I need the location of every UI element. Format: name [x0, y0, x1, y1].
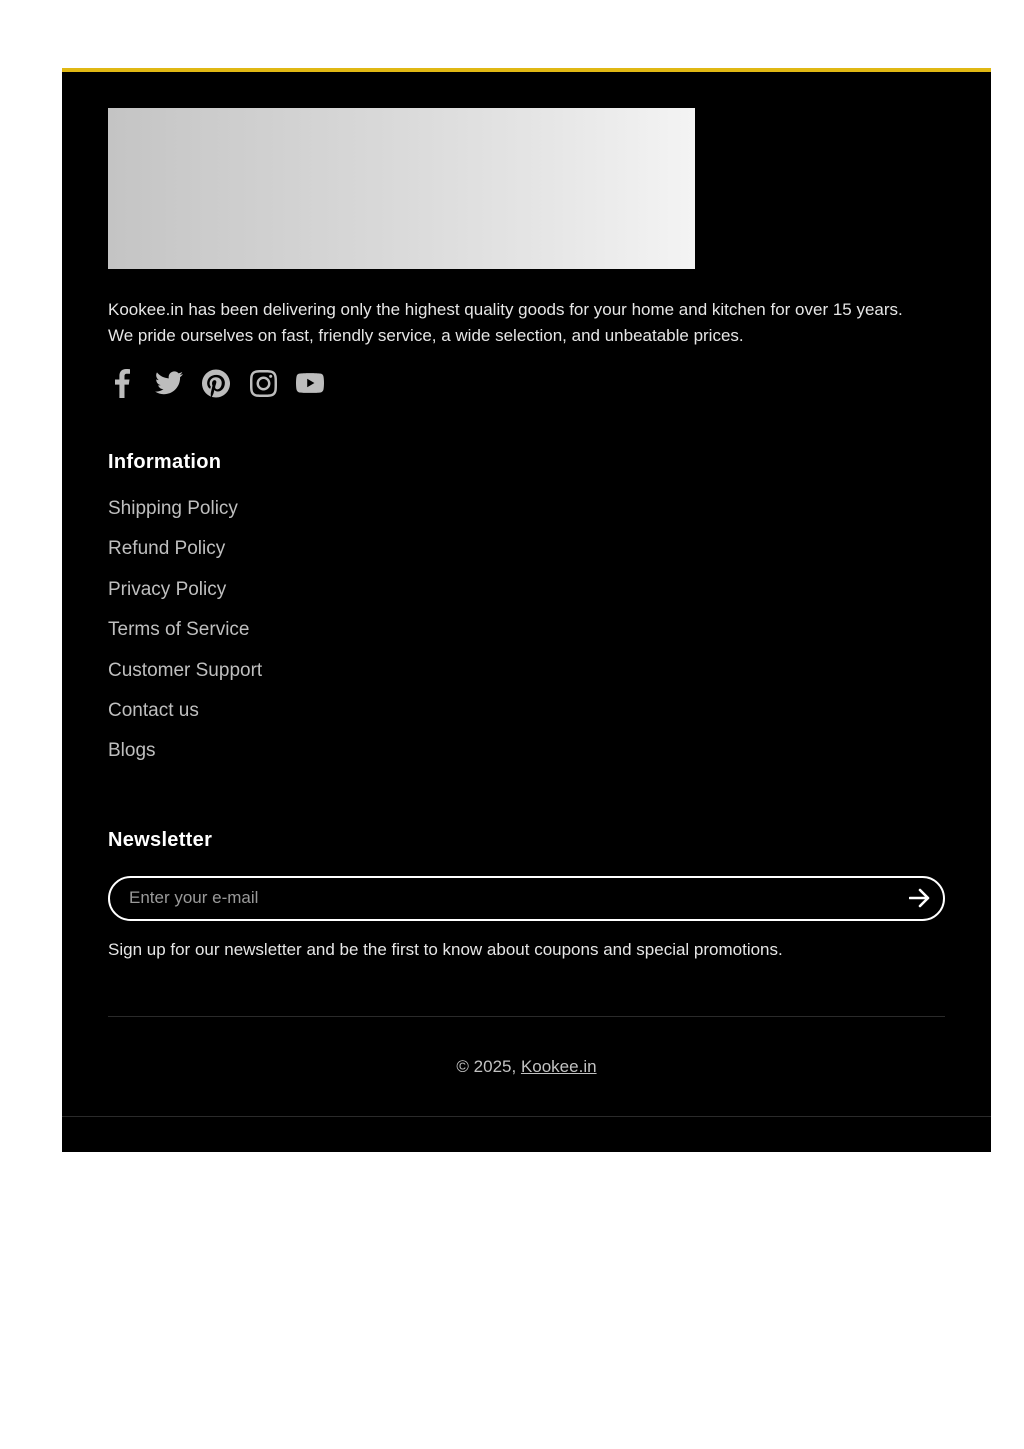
instagram-icon[interactable] [249, 369, 277, 397]
copyright [108, 1057, 945, 1077]
newsletter-note: Sign up for our newsletter and be the first to know about coupons and special promotions. [108, 939, 783, 959]
bottom-divider [62, 1116, 991, 1117]
information-heading: Information [108, 451, 222, 473]
footer-content [108, 108, 945, 1077]
twitter-icon[interactable] [155, 369, 183, 397]
blogs-link[interactable]: Blogs [108, 740, 156, 762]
about-text: Kookee.in has been delivering only the highest quality goods for your home and kitchen for over 15 years. We pride ourselves on fast, friendly service, a wide selection, and unbeatable prices. [108, 300, 903, 345]
site-footer [62, 68, 991, 1152]
refund-policy-link[interactable]: Refund Policy [108, 538, 226, 560]
shipping-policy-link[interactable]: Shipping Policy [108, 498, 238, 519]
pinterest-icon[interactable] [202, 369, 230, 397]
logo-placeholder-image [108, 108, 695, 269]
subscribe-button[interactable] [907, 885, 933, 911]
social-links [108, 367, 945, 399]
information-links [108, 498, 945, 781]
youtube-icon[interactable] [296, 369, 324, 397]
newsletter-form [108, 876, 945, 921]
facebook-icon[interactable] [108, 369, 136, 397]
arrow-right-icon [909, 888, 931, 908]
privacy-policy-link[interactable]: Privacy Policy [108, 578, 227, 600]
email-input[interactable] [110, 887, 871, 909]
newsletter-heading: Newsletter [108, 828, 213, 851]
copyright-text: © 2025, [456, 1056, 521, 1076]
customer-support-link[interactable]: Customer Support [108, 659, 263, 681]
footer-divider [108, 1016, 945, 1017]
contact-us-link[interactable]: Contact us [108, 699, 199, 721]
terms-of-service-link[interactable]: Terms of Service [108, 619, 250, 641]
store-link[interactable]: Kookee.in [520, 1056, 597, 1076]
